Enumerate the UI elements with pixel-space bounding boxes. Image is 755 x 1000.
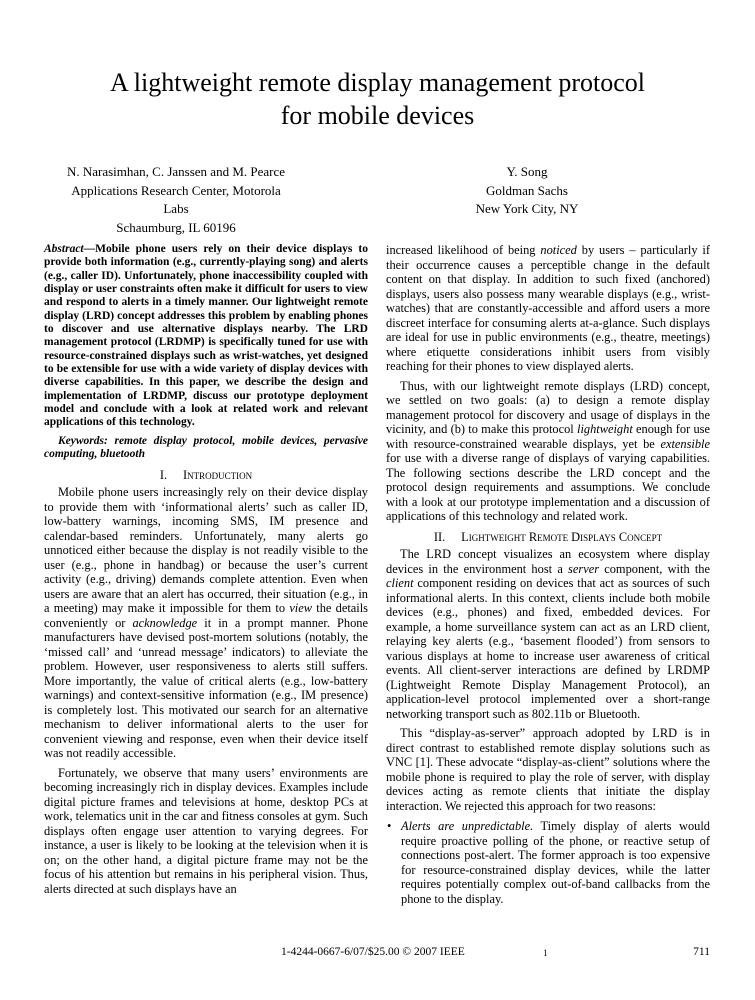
footer-center-marker: 1 — [543, 948, 548, 958]
emphasis-text: lightweight — [577, 422, 633, 436]
paper-title-line-1: A lightweight remote display management protocol — [109, 68, 646, 97]
author-section — [0, 163, 755, 233]
emphasis-text: view — [289, 601, 313, 615]
emphasis-text: server — [568, 561, 600, 576]
author-names: Y. Song — [506, 164, 548, 179]
author-location: New York City, NY — [475, 201, 579, 216]
section-title: Lightweight Remote Displays Concept — [461, 529, 663, 544]
bullet-icon: • — [387, 819, 392, 833]
section-title: Introduction — [183, 467, 253, 482]
right-column — [386, 243, 710, 911]
paper-title-line-2: for mobile devices — [280, 101, 475, 130]
concept-paragraph-1: The LRD concept visualizes an ecosystem where display devices in the environment host a server component, with the client component residing on devices that act as sources of such informational alerts. In this context, clients include both mobile devices (e.g., phones) and fixed, embedded devices. For example, a home surveillance system can act as an LRD client, relaying key alerts (e.g., ‘basement flooded’) from sensors to various displays at home to increase user awareness of critical events. All client-server interactions are defined by LRDMP (Lightweight Remote Display Management Protocol), an application-level protocol implemented over a short-range networking transport such as 802.11b or Bluetooth. — [386, 547, 710, 721]
emphasis-text: noticed — [540, 243, 577, 257]
bullet-alerts-unpredictable: • Alerts are unpredictable. Timely display of alerts would require proactive polling of the phone, or reactive setup of connections post-alert. The former approach is too expensive for resource-constrained display devices, while the latter requires potentially complex out-of-band callbacks from the phone to the display. — [387, 819, 710, 906]
section-heading — [44, 468, 368, 483]
author-affiliation: Applications Research Center, Motorola Labs — [71, 182, 281, 216]
intro-paragraph-1: Mobile phone users increasingly rely on their device display to provide them with ‘informational alerts’ such as caller ID, low-battery warnings, incoming SMS, IM presence and calendar-based reminders. Unfortunately, many alerts go unnoticed either because the display is not readily visible to the user (e.g., phone in handbag) or because the user’s current activity (e.g., driving) demands complete attention. Even when users are aware that an alert has occurred, their situation (e.g., in a meeting) may make it impossible for them to view the details conveniently or acknowledge it in a prompt manner. Phone manufacturers have devised post-mortem solutions (notably, the ‘missed call’ and ‘unread message’ indicators) to alleviate the problem. However, user responsiveness to alerts still suffers. More importantly, the value of critical alerts (e.g., low-battery warnings) and context-sensitive information (e.g., IM presence) is completely lost. This motivated our search for an alternative mechanism to deliver informational alerts to the user for convenient viewing and response, even when their device itself was not readily accessible. — [44, 485, 368, 760]
abstract: Abstract—Mobile phone users rely on their device displays to provide both information (e.g., currently-playing song) and alerts (e.g., caller ID). Unfortunately, phone inaccessibility coupled with display or user constraints often make it difficult for users to view and respond to alerts in a timely manner. Our lightweight remote display (LRD) concept addresses this problem by enabling phones to discover and use alternative displays nearby. The LRD management protocol (LRDMP) is specifically tuned for use with resource-constrained displays such as wrist-watches, yet designed to be extensible for use with a wide variety of display devices with diverse capabilities. In this paper, we describe the design and implementation of LRDMP, discuss our prototype deployment model and conclude with a look at related work and relevant applications of this technology. — [44, 243, 368, 429]
author-names: N. Narasimhan, C. Janssen and M. Pearce — [66, 164, 286, 179]
intro-paragraph-3: Thus, with our lightweight remote displays (LRD) concept, we settled on two goals: (a) to design a remote display management protocol for discovery and usage of displays in the vicinity, and (b) to make this protocol lightweight enough for use with resource-constrained wearable displays, yet be extensible for use with a diverse range of displays of varying capabilities. The following sections describe the LRD concept and the protocol design requirements and assumptions. We conclude with a look at our prototype implementation and a discussion of applications of this technology and related work. — [386, 378, 710, 523]
intro-paragraph-2-continued: increased likelihood of being noticed by users – particularly if their occurrence causes a perceptible change in the default content on that display. In addition to such fixed (anchored) displays, users also possess many wearable displays (e.g., wrist-watches) that are constantly-accessible and afford users a more discreet interface for consuming alerts at-a-glance. Such displays are ideal for use in public environments (e.g., theatre, meetings) where etiquette considerations inhibit users from visibly reaching for their phones to view displayed alerts. — [386, 243, 710, 373]
section-number: I. — [159, 467, 168, 482]
section-number: II. — [433, 529, 446, 544]
emphasis-text: Abstract — [44, 243, 84, 255]
emphasis-text: extensible — [660, 436, 710, 451]
body-columns — [44, 243, 710, 911]
author-location: Schaumburg, IL 60196 — [116, 219, 236, 235]
section-heading — [386, 530, 710, 545]
emphasis-text: client — [386, 576, 414, 590]
paper-title — [0, 66, 755, 132]
keywords: Keywords: remote display protocol, mobile devices, pervasive computing, bluetooth — [44, 434, 368, 461]
author-block-goldman — [412, 163, 642, 219]
emphasis-text: acknowledge — [132, 615, 198, 630]
emphasis-text: Alerts are unpredictable. — [401, 819, 534, 833]
intro-paragraph-2: Fortunately, we observe that many users’ environments are becoming increasingly rich in display devices. Examples include digital picture frames and televisions at home, desktop PCs at work, telematics unit in the car and fitness consoles at gym. Such displays often engage user attention to varying degrees. For instance, a user is likely to be looking at the television when it is on; on the other hand, a digital picture frame may not be the focus of his attention but remains in his peripheral vision. Thus, alerts directed at such displays have an — [44, 765, 368, 896]
author-block-motorola — [60, 163, 292, 237]
copyright-notice: 1-4244-0667-6/07/$25.00 © 2007 IEEE — [281, 946, 465, 958]
concept-paragraph-2: This “display-as-server” approach adopted by LRD is in direct contrast to established remote display solutions such as VNC [1]. These advocate “display-as-client” solutions where the mobile phone is required to play the role of server, with display devices acting as remote clients that initiate the display interaction. We rejected this approach for two reasons: — [386, 726, 710, 813]
author-affiliation: Goldman Sachs — [486, 182, 568, 198]
page-number: 711 — [693, 946, 710, 958]
left-column — [44, 243, 368, 911]
